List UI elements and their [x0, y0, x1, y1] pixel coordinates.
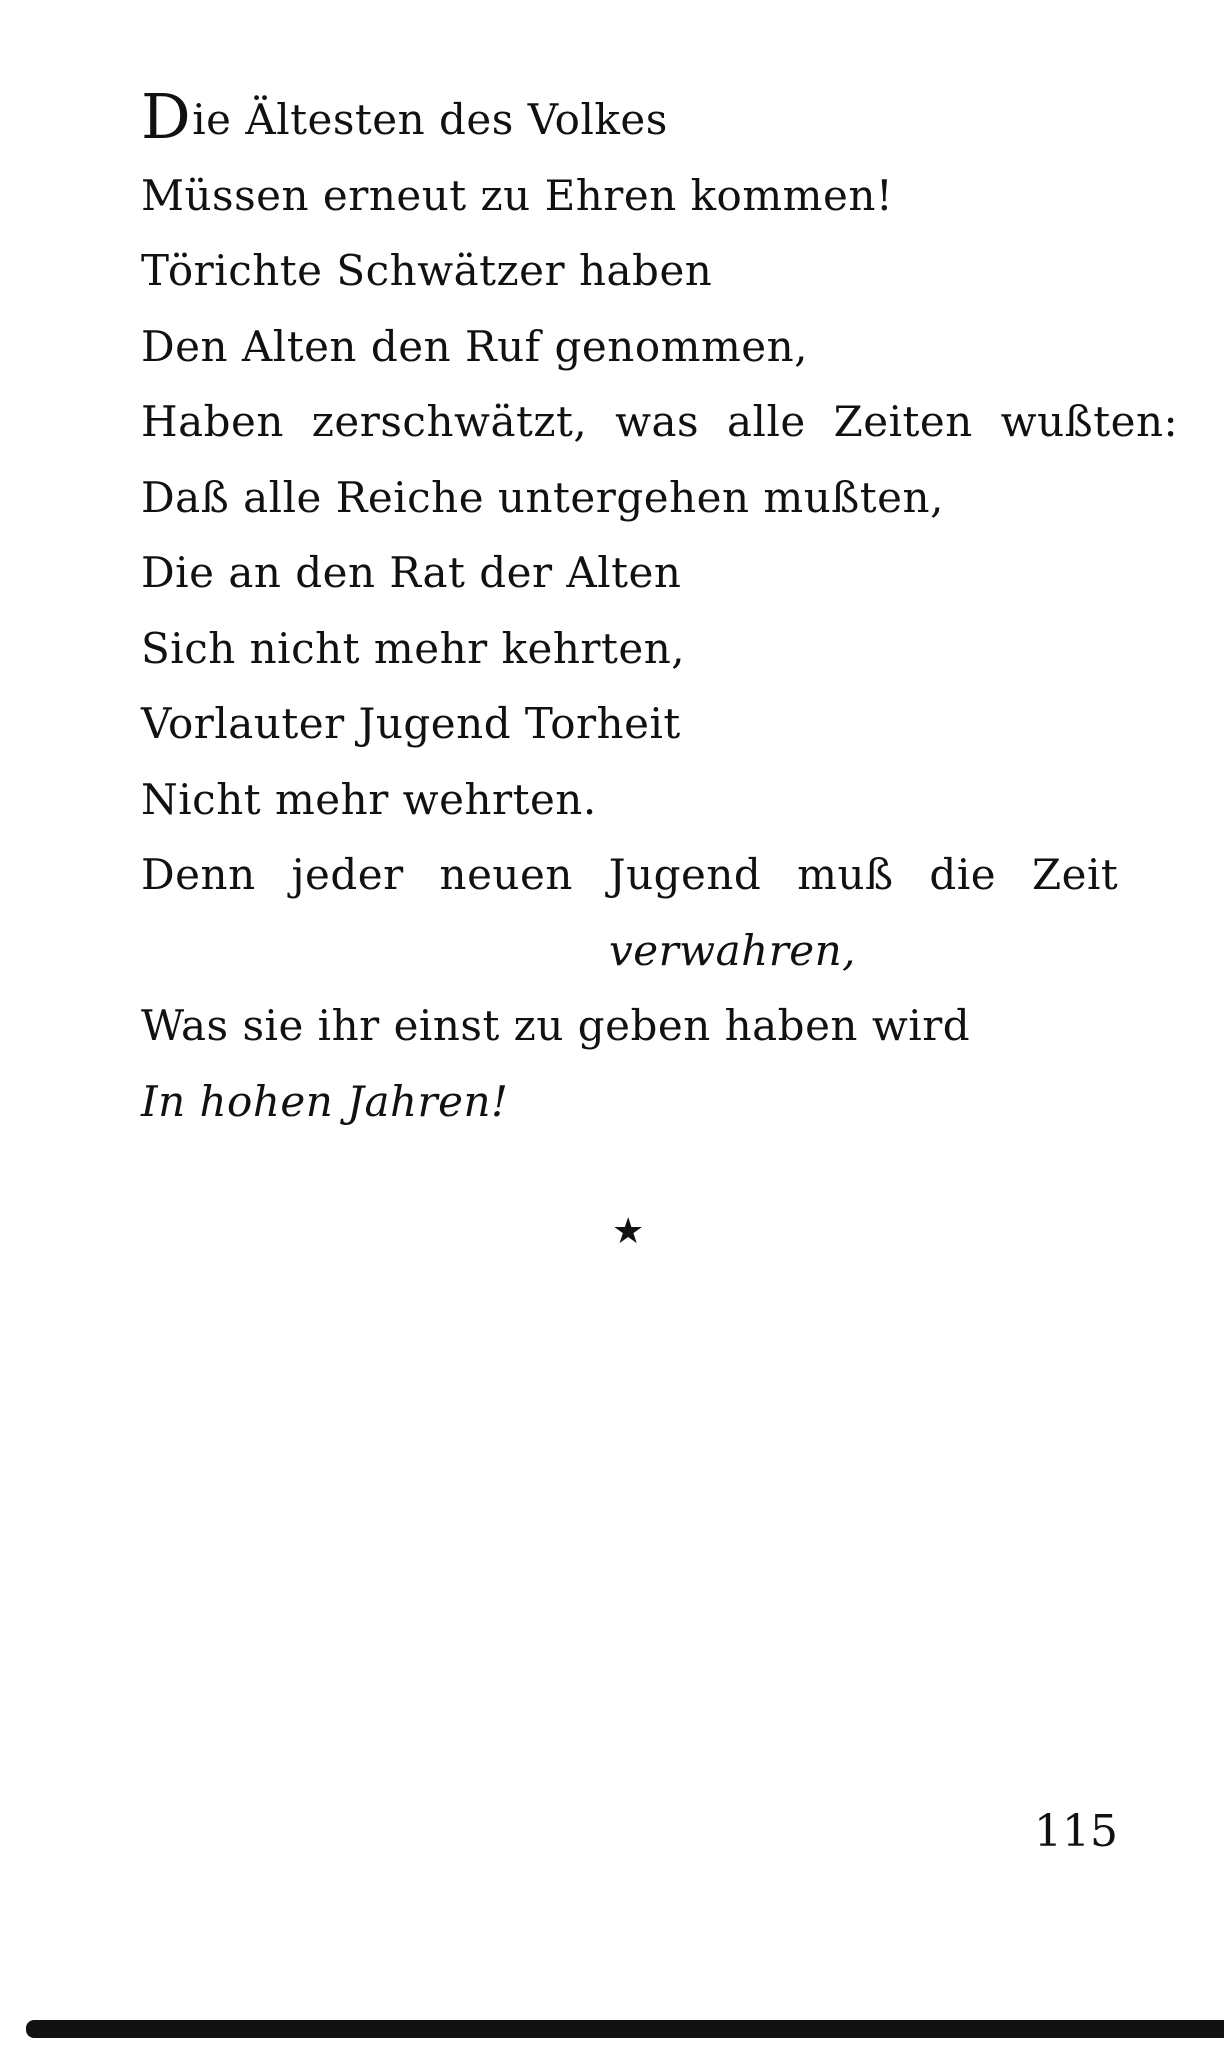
- poem-initial: D: [141, 80, 192, 153]
- poem-line-3: Törichte Schwätzer haben: [141, 246, 713, 295]
- poem-line-9: Vorlauter Jugend Torheit: [141, 699, 681, 748]
- page-bottom-edge: [26, 2020, 1224, 2038]
- poem-line-11-continuation: verwahren,: [609, 925, 857, 975]
- poem-line-6: Daß alle Reiche untergehen mußten,: [141, 472, 944, 522]
- page-number: 115: [1034, 1806, 1118, 1857]
- poem-line-1: [141, 82, 1141, 158]
- poem-line-12: Was sie ihr einst zu geben haben wird: [141, 1001, 971, 1050]
- poem-line-10: Nicht mehr wehrten.: [141, 774, 597, 824]
- poem-first-line-rest: ie Ältesten des Volkes: [192, 95, 668, 144]
- poem-line-7: Die an den Rat der Alten: [141, 548, 682, 597]
- poem-line-11: Denn jeder neuen Jugend muß die Zeit: [141, 850, 1119, 899]
- poem-text: [141, 80, 1179, 1139]
- poem-line-13: In hohen Jahren!: [141, 1076, 509, 1126]
- poem-line-4: Den Alten den Ruf genommen,: [141, 321, 809, 371]
- poem-line-8: Sich nicht mehr kehrten,: [141, 623, 686, 673]
- poem-line-5: Haben zerschwätzt, was alle Zeiten wußten:: [141, 397, 1179, 446]
- poem-line-2: Müssen erneut zu Ehren kommen!: [141, 170, 894, 220]
- star-ornament-icon: ★: [612, 1211, 645, 1252]
